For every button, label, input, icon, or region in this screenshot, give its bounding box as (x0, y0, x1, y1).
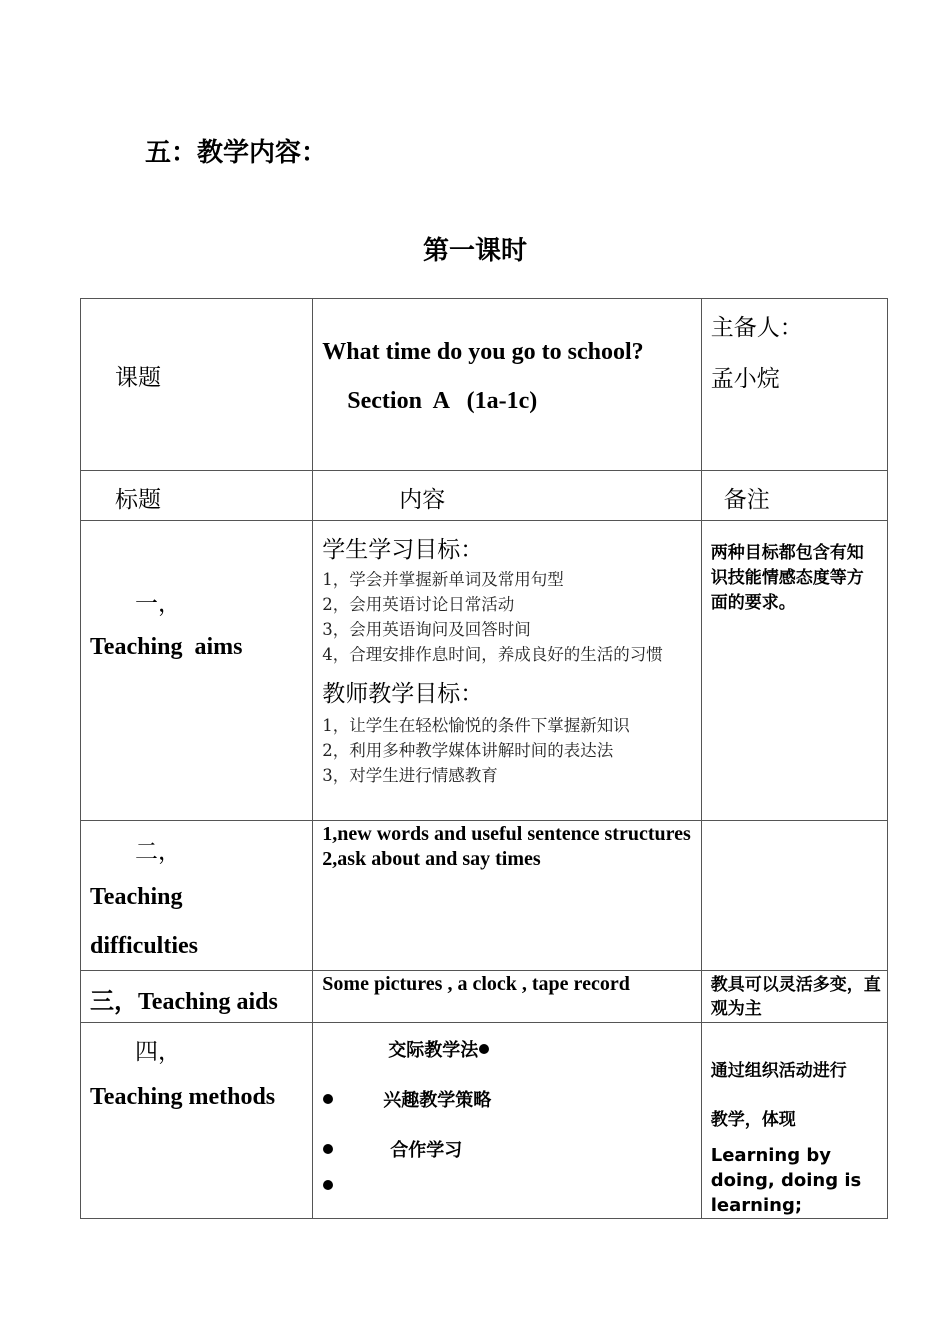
list-item: 3，对学生进行情感教育 (322, 766, 498, 785)
aims-label-cell (81, 521, 313, 821)
methods-note-1: 通过组织活动进行 (710, 1061, 847, 1081)
lesson-title: 第一课时 (422, 236, 527, 266)
column-heading-title: 标题 (115, 487, 161, 513)
list-item: 1，学会并掌握新单词及常用句型 (322, 570, 564, 589)
difficulty-item-1: 1,new words and useful sentence structures (322, 823, 691, 845)
list-item: 4，合理安排作息时间，养成良好的生活的习惯 (322, 645, 663, 664)
method-item-2: 兴趣教学策略 (383, 1090, 492, 1111)
method-row-2 (323, 1079, 700, 1119)
aims-content-cell (313, 521, 701, 821)
topic-label: 课题 (115, 365, 161, 391)
teacher-goals-title: 教师教学目标： (322, 681, 484, 707)
difficulties-label-cn: 二， (135, 839, 181, 865)
column-heading-notes: 备注 (723, 487, 770, 513)
list-item: 2，会用英语讨论日常活动 (322, 595, 515, 614)
methods-note-cell (701, 1023, 887, 1219)
methods-note-3: Learning by doing, doing is learning; (710, 1145, 862, 1216)
method-item-3: 合作学习 (390, 1140, 463, 1161)
method-item-1: 交际教学法 (388, 1040, 479, 1061)
difficulties-note-cell (701, 821, 887, 971)
methods-note-2: 教学，体现 (710, 1110, 796, 1130)
section-heading: 五：教学内容： (145, 138, 328, 168)
method-row-4 (323, 1175, 700, 1195)
difficulties-label-cell (81, 821, 313, 971)
topic-label-cell (81, 299, 313, 471)
methods-label-cn: 四， (135, 1039, 181, 1065)
aims-note: 两种目标都包含有知识技能情感态度等方面的要求。 (710, 543, 864, 613)
difficulties-label-en-1: Teaching (90, 884, 183, 910)
methods-row (81, 1023, 888, 1219)
topic-title: What time do you go to school? (322, 339, 644, 365)
aids-content-cell (313, 971, 701, 1023)
bullet-icon (323, 1180, 333, 1190)
aids-content: Some pictures , a clock , tape record (322, 973, 630, 995)
difficulties-row (81, 821, 888, 971)
method-row-1 (323, 1029, 700, 1069)
preparer-name: 孟小烷 (710, 366, 780, 392)
aids-label: 三，Teaching aids (90, 989, 278, 1015)
difficulties-label-en-2: difficulties (90, 933, 198, 959)
topic-content-cell (313, 299, 701, 471)
aims-row (81, 521, 888, 821)
methods-content-cell (313, 1023, 701, 1219)
student-goals-list (322, 567, 694, 667)
methods-label-en: Teaching methods (90, 1084, 276, 1110)
list-item: 2，利用多种教学媒体讲解时间的表达法 (322, 741, 614, 760)
methods-label-cell (81, 1023, 313, 1219)
list-item: 3，会用英语询问及回答时间 (322, 620, 531, 639)
difficulties-content-cell (313, 821, 701, 971)
preparer-label: 主备人： (710, 315, 803, 341)
aims-label-cn: 一， (135, 591, 181, 617)
aids-label-cell (81, 971, 313, 1023)
list-item: 1，让学生在轻松愉悦的条件下掌握新知识 (322, 716, 630, 735)
aids-note-cell (701, 971, 887, 1023)
lesson-plan-table (80, 298, 888, 1219)
bullet-icon (479, 1044, 489, 1054)
method-row-3 (323, 1129, 700, 1169)
bullet-icon (323, 1094, 333, 1104)
aids-row (81, 971, 888, 1023)
difficulty-item-2: 2,ask about and say times (322, 848, 541, 870)
aims-note-cell (701, 521, 887, 821)
student-goals-title: 学生学习目标： (322, 537, 484, 563)
column-heading-content: 内容 (399, 487, 446, 513)
aids-note: 教具可以灵活多变，直观为主 (710, 975, 881, 1019)
column-header-row (81, 471, 888, 521)
bullet-icon (323, 1144, 333, 1154)
preparer-cell (701, 299, 887, 471)
topic-section: Section A (1a-1c) (347, 388, 538, 414)
topic-row (81, 299, 888, 471)
teacher-goals-list (322, 713, 694, 788)
aims-label-en: Teaching aims (90, 634, 243, 660)
